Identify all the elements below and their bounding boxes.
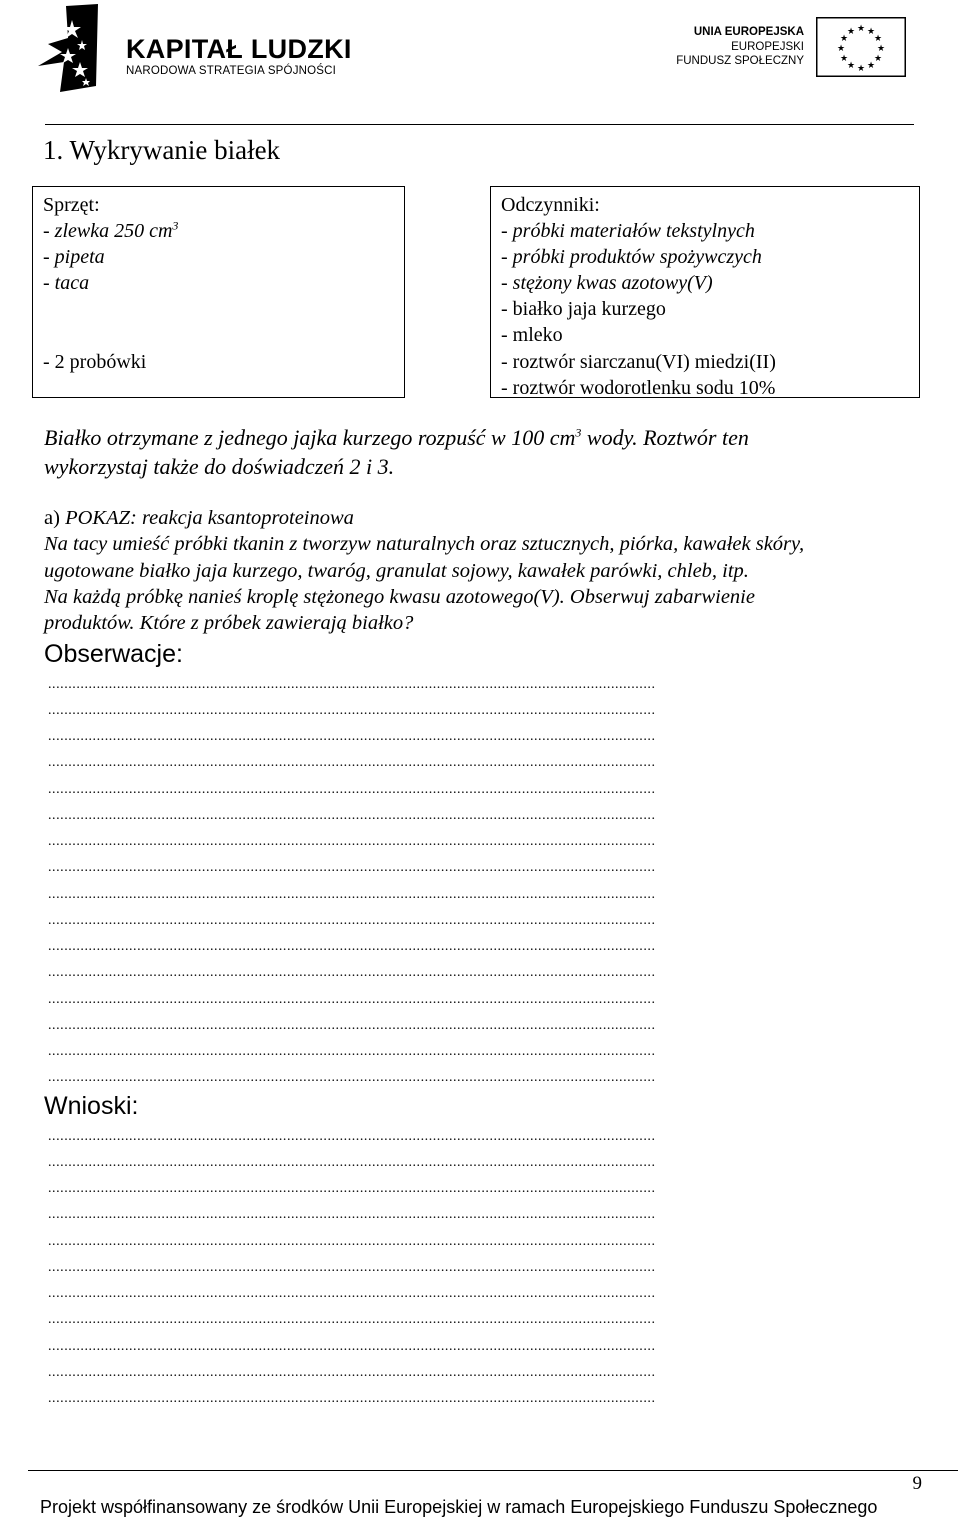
observation-dotted-line: ...................................................................................................................................................... — [48, 835, 656, 849]
intro-line-1: Białko otrzymane z jednego jajka kurzego rozpuść w 100 $cm^3$ wody. Roztwór ten — [44, 425, 749, 450]
svg-text:★: ★ — [873, 34, 883, 44]
observation-dotted-line: ...................................................................................................................................................... — [48, 783, 656, 797]
conclusion-dotted-line: ...................................................................................................................................................... — [48, 1261, 656, 1275]
conclusion-dotted-line: ...................................................................................................................................................... — [48, 1287, 656, 1301]
svg-text:★: ★ — [839, 54, 849, 64]
kapital-ludzki-logo-icon — [38, 4, 103, 94]
equipment-item: - zlewka 250 $cm^3$ — [43, 218, 179, 242]
eu-line-1: UNIA EUROPEJSKA — [693, 26, 804, 38]
conclusion-dotted-line: ...................................................................................................................................................... — [48, 1392, 656, 1406]
eu-flag-icon — [816, 17, 906, 77]
observations-heading: Obserwacje: — [44, 640, 183, 668]
observation-dotted-line: ...................................................................................................................................................... — [48, 756, 656, 770]
svg-text:★: ★ — [856, 24, 866, 34]
svg-text:★: ★ — [846, 61, 856, 71]
kapital-ludzki-subtitle: NARODOWA STRATEGIA SPÓJNOŚCI — [126, 65, 337, 77]
svg-text:★: ★ — [839, 34, 849, 44]
svg-text:★: ★ — [866, 61, 876, 71]
conclusion-dotted-line: ...................................................................................................................................................... — [48, 1340, 656, 1354]
svg-text:★: ★ — [876, 44, 886, 54]
equipment-heading: Sprzęt: — [43, 194, 100, 216]
svg-text:★: ★ — [836, 44, 846, 54]
header-divider — [45, 124, 914, 125]
observation-dotted-line: ...................................................................................................................................................... — [48, 704, 656, 718]
observation-dotted-line: ...................................................................................................................................................... — [48, 993, 656, 1007]
reagent-item: - roztwór wodorotlenku sodu 10% — [501, 377, 776, 399]
reagent-item: - próbki materiałów tekstylnych — [501, 220, 755, 242]
conclusion-dotted-line: ...................................................................................................................................................... — [48, 1156, 656, 1170]
svg-text:★: ★ — [846, 27, 856, 37]
equipment-box — [32, 186, 405, 398]
footer-divider — [28, 1470, 958, 1471]
observation-dotted-line: ...................................................................................................................................................... — [48, 966, 656, 980]
observation-dotted-line: ...................................................................................................................................................... — [48, 888, 656, 902]
reagent-item: - białko jaja kurzego — [501, 298, 666, 320]
footer-text: Projekt współfinansowany ze środków Unii Europejskiej w ramach Europejskiego Funduszu Społecznego — [40, 1497, 878, 1517]
conclusion-dotted-line: ...................................................................................................................................................... — [48, 1130, 656, 1144]
observation-dotted-line: ...................................................................................................................................................... — [48, 678, 656, 692]
observation-dotted-line: ...................................................................................................................................................... — [48, 940, 656, 954]
equipment-item: - pipeta — [43, 246, 105, 268]
conclusion-dotted-line: ...................................................................................................................................................... — [48, 1313, 656, 1327]
reagents-heading: Odczynniki: — [501, 194, 600, 216]
reagents-box — [490, 186, 920, 398]
reagent-item: - próbki produktów spożywczych — [501, 246, 762, 268]
svg-text:★: ★ — [866, 27, 876, 37]
section-title: 1. Wykrywanie białek — [43, 135, 281, 165]
svg-text:★: ★ — [873, 54, 883, 64]
reagent-item: - roztwór siarczanu(VI) miedzi(II) — [501, 351, 776, 373]
reagent-item: - mleko — [501, 324, 563, 346]
experiment-line: produktów. Które z próbek zawierają białko? — [44, 612, 414, 634]
kapital-ludzki-title: KAPITAŁ LUDZKI — [126, 34, 352, 64]
experiment-line: Na tacy umieść próbki tkanin z tworzyw naturalnych oraz sztucznych, piórka, kawałek skóry, — [44, 533, 805, 555]
eu-line-3: FUNDUSZ SPOŁECZNY — [676, 55, 804, 67]
equipment-item: - taca — [43, 272, 90, 294]
page-number: 9 — [912, 1473, 922, 1494]
reagent-item: - stężony kwas azotowy(V) — [501, 272, 713, 294]
experiment-line: Na każdą próbkę nanieś kroplę stężonego kwasu azotowego(V). Obserwuj zabarwienie — [44, 586, 755, 608]
conclusions-heading: Wnioski: — [44, 1092, 139, 1120]
observation-dotted-line: ...................................................................................................................................................... — [48, 809, 656, 823]
observation-dotted-line: ...................................................................................................................................................... — [48, 730, 656, 744]
observation-dotted-line: ...................................................................................................................................................... — [48, 861, 656, 875]
experiment-line: ugotowane białko jaja kurzego, twaróg, granulat sojowy, kawałek parówki, chleb, itp. — [44, 560, 749, 582]
conclusion-dotted-line: ...................................................................................................................................................... — [48, 1182, 656, 1196]
eu-line-2: EUROPEJSKI — [731, 41, 804, 53]
observation-dotted-line: ...................................................................................................................................................... — [48, 1071, 656, 1085]
observation-dotted-line: ...................................................................................................................................................... — [48, 1019, 656, 1033]
equipment-item: - 2 probówki — [43, 351, 147, 373]
intro-line-2: wykorzystaj także do doświadczeń 2 i 3. — [44, 454, 395, 479]
experiment-title: a) POKAZ: reakcja ksantoproteinowa — [44, 507, 354, 529]
conclusion-dotted-line: ...................................................................................................................................................... — [48, 1235, 656, 1249]
svg-text:★: ★ — [856, 64, 866, 74]
observation-dotted-line: ...................................................................................................................................................... — [48, 914, 656, 928]
observation-dotted-line: ...................................................................................................................................................... — [48, 1045, 656, 1059]
conclusion-dotted-line: ...................................................................................................................................................... — [48, 1208, 656, 1222]
conclusion-dotted-line: ...................................................................................................................................................... — [48, 1366, 656, 1380]
